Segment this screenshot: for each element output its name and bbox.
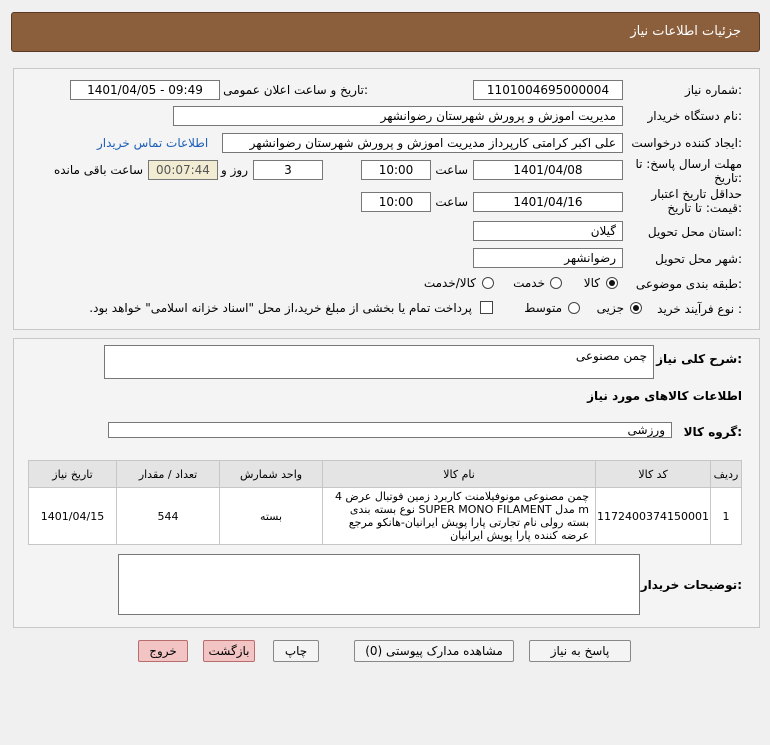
deadline-date-field: 1401/04/08	[473, 160, 623, 180]
purchase-radio-small[interactable]	[630, 302, 642, 314]
buyer-org-field: مدیریت اموزش و پرورش شهرستان رضوانشهر	[173, 106, 623, 126]
col-row: ردیف	[711, 461, 742, 488]
category-option-service: خدمت	[513, 276, 545, 290]
category-label: طبقه بندی موضوعی:	[635, 277, 742, 291]
desc-label: شرح کلی نیاز:	[656, 352, 742, 366]
validity-label-1: حداقل تاریخ اعتبار	[651, 187, 742, 201]
view-docs-button[interactable]: مشاهده مدارک پیوستی (0)	[354, 640, 514, 662]
buyer-org-label: نام دستگاه خریدار:	[647, 109, 742, 123]
table-header-row	[29, 461, 742, 488]
notes-field	[118, 554, 640, 615]
need-number-field: 1101004695000004	[473, 80, 623, 100]
need-number-label: شماره نیاز:	[684, 83, 742, 97]
creator-field: علی اکبر کرامتی کارپرداز مدیریت اموزش و پرورش شهرستان رضوانشهر	[222, 133, 623, 153]
exit-button[interactable]: خروج	[138, 640, 188, 662]
col-code: کد کالا	[596, 461, 711, 488]
col-date: تاریخ نیاز	[29, 461, 117, 488]
cell-code: 1172400374150001	[596, 488, 711, 545]
category-option-both: کالا/خدمت	[423, 276, 476, 290]
cell-unit: بسته	[220, 488, 323, 545]
goods-group-field: ورزشی	[108, 422, 672, 438]
announce-field: 1401/04/05 - 09:49	[70, 80, 220, 100]
goods-table	[28, 460, 742, 545]
purchase-option-medium: متوسط	[524, 301, 562, 315]
cell-row: 1	[711, 488, 742, 545]
cell-date: 1401/04/15	[29, 488, 117, 545]
remaining-label: ساعت باقی مانده	[53, 163, 143, 177]
category-radio-both[interactable]	[482, 277, 494, 289]
cell-name: چمن مصنوعی مونوفیلامنت کاربرد زمین فوتبال عرض 4 m مدل SUPER MONO FILAMENT نوع بسته بندی بسته رولی نام تجارتی پارا پویش ایرانیان-هانکو مرجع عرضه کننده پارا پویش ایرانیان	[323, 488, 596, 545]
reply-button[interactable]: پاسخ به نیاز	[529, 640, 631, 662]
validity-date-field: 1401/04/16	[473, 192, 623, 212]
validity-time-field: 10:00	[361, 192, 431, 212]
purchase-type-label: نوع فرآیند خرید :	[657, 302, 742, 316]
deadline-time-label: ساعت	[435, 163, 468, 177]
announce-label: تاریخ و ساعت اعلان عمومی:	[223, 83, 368, 97]
col-unit: واحد شمارش	[220, 461, 323, 488]
print-button[interactable]: چاپ	[273, 640, 319, 662]
purchase-radio-medium[interactable]	[568, 302, 580, 314]
remaining-time-field: 00:07:44	[148, 160, 218, 180]
validity-time-label: ساعت	[435, 195, 468, 209]
goods-group-label: گروه کالا:	[683, 425, 742, 439]
buyer-contact-link[interactable]: اطلاعات تماس خریدار	[97, 136, 209, 150]
table-row	[29, 488, 742, 545]
days-label: روز و	[221, 163, 248, 177]
creator-label: ایجاد کننده درخواست:	[631, 136, 742, 150]
back-button[interactable]: بازگشت	[203, 640, 255, 662]
deadline-label-2: تاریخ:	[714, 171, 742, 185]
category-radio-goods[interactable]	[606, 277, 618, 289]
col-name: نام کالا	[323, 461, 596, 488]
payment-note: پرداخت تمام یا بخشی از مبلغ خرید،از محل "اسناد خزانه اسلامی" خواهد بود.	[89, 301, 472, 315]
province-field: گیلان	[473, 221, 623, 241]
city-field: رضوانشهر	[473, 248, 623, 268]
days-field: 3	[253, 160, 323, 180]
page-header	[11, 12, 760, 52]
goods-info-heading: اطلاعات کالاهای مورد نیاز	[587, 389, 742, 403]
cell-qty: 544	[117, 488, 220, 545]
page-title: جزئیات اطلاعات نیاز	[630, 24, 741, 39]
notes-label: توضیحات خریدار:	[640, 578, 742, 592]
col-qty: تعداد / مقدار	[117, 461, 220, 488]
purchase-option-small: جزیی	[596, 301, 624, 315]
deadline-label-1: مهلت ارسال پاسخ: تا	[635, 157, 742, 171]
treasury-payment-checkbox[interactable]	[480, 301, 493, 314]
province-label: استان محل تحویل:	[647, 225, 742, 239]
city-label: شهر محل تحویل:	[655, 252, 742, 266]
deadline-time-field: 10:00	[361, 160, 431, 180]
category-option-goods: کالا	[583, 276, 600, 290]
validity-label-2: قیمت: تا تاریخ:	[667, 201, 742, 215]
desc-field: چمن مصنوعی	[104, 345, 654, 379]
category-radio-service[interactable]	[550, 277, 562, 289]
